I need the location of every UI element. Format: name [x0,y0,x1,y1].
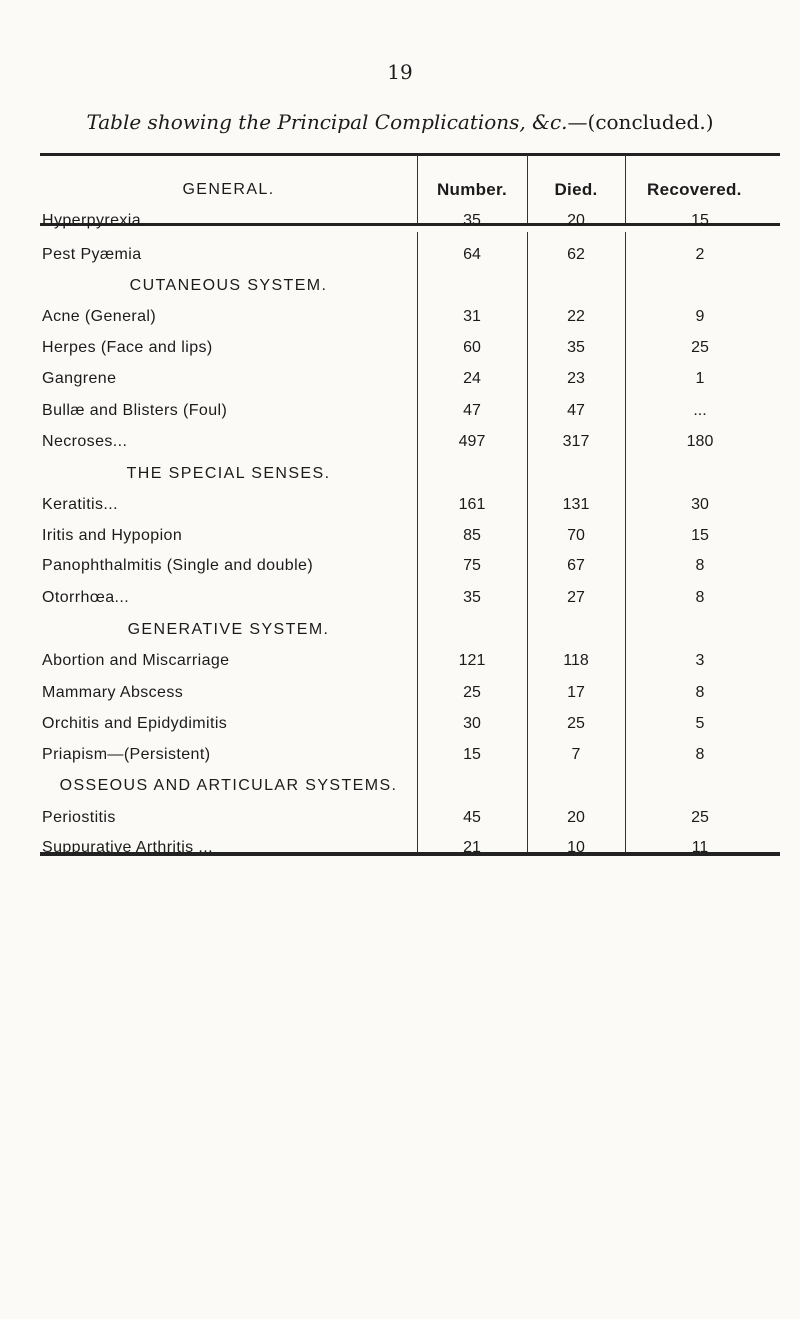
cell-number: 31 [463,307,481,325]
row-label-text: Pest Pyæmia [42,245,142,263]
row-label [42,746,410,764]
table-row [0,212,800,232]
table-row [0,839,800,859]
row-label [42,370,410,388]
section-heading: THE SPECIAL SENSES. [126,464,331,482]
cell-died: 22 [567,307,585,325]
cell-recovered: 8 [695,557,705,575]
table-row [0,433,800,453]
cell-number: 60 [463,339,481,357]
cell-recovered: 25 [691,339,709,357]
row-label [42,527,410,545]
cell-recovered: 2 [695,245,705,263]
cell-died: 35 [567,339,585,357]
cell-died: 70 [567,527,585,545]
cell-died: 7 [571,745,581,763]
cell-recovered: 8 [695,589,705,607]
cell-number: 24 [463,369,481,387]
cell-died: 25 [567,714,585,732]
cell-recovered: 25 [691,808,709,826]
row-label [42,496,410,514]
row-label-text: Herpes (Face and lips) [42,339,213,357]
cell-number: 75 [463,557,481,575]
cell-died: 17 [567,683,585,701]
cell-died: 62 [567,245,585,263]
cell-recovered: 15 [691,212,709,230]
cell-recovered: 30 [691,496,709,514]
row-label-text: Suppurative Arthritis ... [42,838,213,856]
table-row [0,809,800,829]
row-label-text: Gangrene [42,369,117,387]
row-label-text: Mammary Abscess [42,683,184,701]
section-heading: GENERAL. [182,181,275,199]
table-row [0,715,800,735]
column-header-number: Number. [436,180,508,199]
row-label-text: Periostitis [42,808,116,826]
cell-number: 30 [463,714,481,732]
row-label [42,809,410,827]
table-title [0,110,800,134]
row-label-text: Orchitis and Epidydimitis [42,714,228,732]
cell-number: 85 [463,527,481,545]
cell-died: 47 [567,401,585,419]
table-row [0,589,800,609]
row-label [42,839,410,857]
cell-died: 27 [567,589,585,607]
cell-died: 23 [567,369,585,387]
row-label [42,339,410,357]
section-heading: CUTANEOUS SYSTEM. [129,276,328,294]
table-row [0,370,800,390]
row-label [42,684,410,702]
cell-number: 64 [463,245,481,263]
cell-recovered: 8 [695,683,705,701]
section-heading: OSSEOUS AND ARTICULAR SYSTEMS. [59,777,398,795]
table-row [0,402,800,422]
table-row [0,652,800,672]
row-label-text: Iritis and Hypopion [42,527,183,545]
title-plain: —(concluded.) [567,110,714,134]
table-row [0,527,800,547]
row-label-text: Otorrhœa... [42,589,130,607]
section-heading: GENERATIVE SYSTEM. [127,620,330,638]
cell-died: 317 [562,433,590,451]
table-row [0,246,800,266]
cell-number: 15 [463,745,481,763]
cell-died: 10 [567,838,585,856]
cell-recovered: 180 [686,433,714,451]
cell-recovered: 8 [695,745,705,763]
row-label [42,433,410,451]
row-label-text: Abortion and Miscarriage [42,651,230,669]
cell-number: 161 [458,496,486,514]
top-rule [40,153,780,156]
page-number: 19 [387,60,413,84]
cell-recovered: 9 [695,307,705,325]
cell-number: 47 [463,401,481,419]
table-row [0,496,800,516]
cell-number: 25 [463,683,481,701]
cell-number: 35 [463,589,481,607]
cell-died: 67 [567,557,585,575]
row-label [42,402,410,420]
row-label [42,589,410,607]
table-row [0,684,800,704]
table-row [0,339,800,359]
row-label [42,246,410,264]
cell-died: 20 [567,808,585,826]
table-row [0,557,800,577]
cell-number: 35 [463,212,481,230]
row-label [42,715,410,733]
table-row [0,308,800,328]
row-label-text: Keratitis... [42,496,118,514]
row-label [42,212,410,230]
cell-recovered: 11 [691,838,709,856]
row-label-text: Bullæ and Blisters (Foul) [42,401,228,419]
row-label-text: Panophthalmitis (Single and double) [42,557,314,575]
cell-recovered: 3 [695,651,705,669]
cell-recovered: 15 [691,527,709,545]
cell-died: 20 [567,212,585,230]
row-label [42,308,410,326]
cell-number: 45 [463,808,481,826]
cell-recovered: 1 [695,369,705,387]
cell-number: 21 [463,838,481,856]
cell-recovered: ... [693,401,707,419]
row-label-text: Priapism—(Persistent) [42,745,211,763]
column-header-recovered: Recovered. [647,180,742,199]
cell-died: 131 [562,496,590,514]
row-label-text: Hyperpyrexia [42,212,142,230]
cell-recovered: 5 [695,714,705,732]
table-row [0,746,800,766]
cell-number: 497 [458,433,486,451]
column-header-died: Died. [554,180,598,199]
cell-died: 118 [563,651,589,669]
row-label [42,652,410,670]
row-label [42,557,410,575]
row-label-text: Necroses... [42,433,128,451]
title-italic: Table showing the Principal Complications, &c. [86,110,568,134]
row-label-text: Acne (General) [42,307,157,325]
cell-number: 121 [458,651,486,669]
